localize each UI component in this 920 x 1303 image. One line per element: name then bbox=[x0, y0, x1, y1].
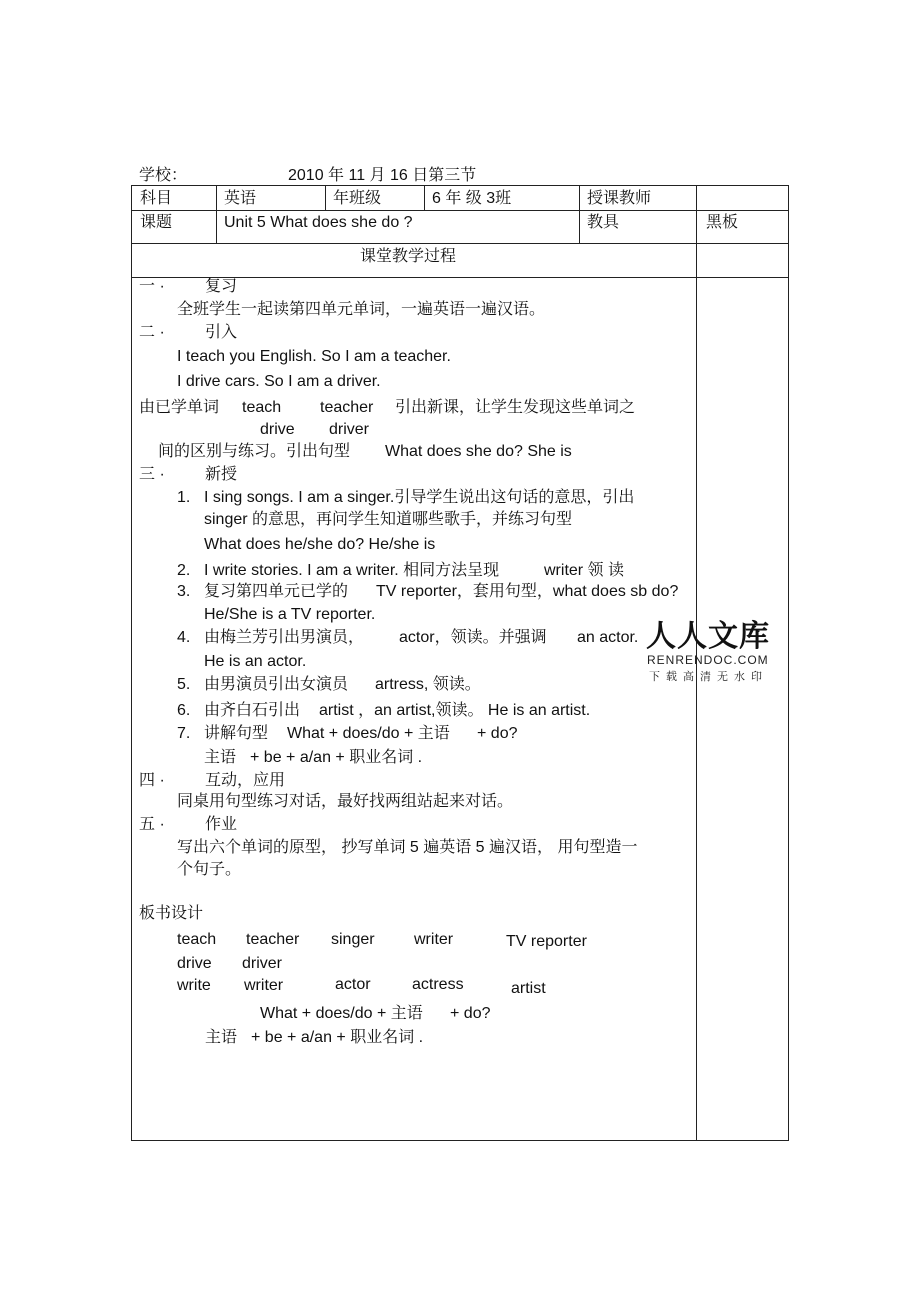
item-7-line-2b: + be + a/an + 职业名词 . bbox=[250, 749, 423, 766]
teacher-label: 授课教师 bbox=[587, 190, 652, 207]
topic-label: 课题 bbox=[140, 214, 173, 231]
board-word-actor: actor bbox=[335, 976, 371, 993]
item-7-line-1c: + do? bbox=[477, 725, 518, 742]
subject-label: 科目 bbox=[140, 190, 173, 207]
item-7-number: 7. bbox=[177, 725, 191, 742]
board-word-write: write bbox=[177, 977, 211, 994]
item-3-number: 3. bbox=[177, 583, 191, 600]
section-3-title: 新授 bbox=[205, 466, 238, 483]
section-2-line-3b: teach bbox=[242, 399, 282, 416]
section-2-line-1: I teach you English. So I am a teacher. bbox=[177, 348, 451, 365]
item-1-line-1: I sing songs. I am a singer.引导学生说出这句话的意思，引出 bbox=[204, 489, 635, 506]
item-4-line-2: He is an actor. bbox=[204, 653, 307, 670]
item-4-number: 4. bbox=[177, 629, 191, 646]
subject-value: 英语 bbox=[224, 190, 257, 207]
item-5-line-1a: 由男演员引出女演员 bbox=[204, 676, 349, 693]
topic-value: Unit 5 What does she do ? bbox=[224, 214, 413, 231]
item-1-line-2: singer 的意思，再问学生知道哪些歌手，并练习句型 bbox=[204, 511, 573, 528]
item-7-line-2a: 主语 bbox=[204, 749, 237, 766]
board-sentence-1b: + do? bbox=[450, 1005, 491, 1022]
section-2-line-3d: 引出新课，让学生发现这些单词之 bbox=[395, 399, 636, 416]
watermark-tagline: 下载高清无水印 bbox=[649, 671, 768, 683]
section-2-line-3a: 由已学单词 bbox=[139, 399, 220, 416]
tools-value: 黑板 bbox=[706, 214, 739, 231]
section-2-line-5a: 间的区别与练习。引出句型 bbox=[158, 443, 351, 460]
section-1-text: 全班学生一起读第四单元单词，一遍英语一遍汉语。 bbox=[177, 301, 546, 318]
item-3-line-2: He/She is a TV reporter. bbox=[204, 606, 376, 623]
item-6-line-1b: artist ，an artist,领读。 He is an artist. bbox=[319, 702, 591, 719]
board-sentence-2a: 主语 bbox=[205, 1029, 238, 1046]
item-3-line-1b: TV reporter，套用句型，what does sb do? bbox=[376, 583, 679, 600]
item-4-line-1a: 由梅兰芳引出男演员， bbox=[204, 629, 365, 646]
item-4-line-1c: an actor. bbox=[577, 629, 639, 646]
watermark-brand: 人人文库 bbox=[646, 619, 770, 654]
section-2-line-5b: What does she do? She is bbox=[385, 443, 572, 460]
item-7-line-1b: What + does/do + 主语 bbox=[287, 725, 450, 742]
board-word-singer: singer bbox=[331, 931, 375, 948]
section-2-line-4a: drive bbox=[260, 421, 295, 438]
board-word-actress: actress bbox=[412, 976, 464, 993]
class-label: 年班级 bbox=[333, 190, 382, 207]
item-2-line-1a: I write stories. I am a writer. 相同方法呈现 bbox=[204, 562, 500, 579]
board-word-teach: teach bbox=[177, 931, 217, 948]
item-1-line-3: What does he/she do? He/she is bbox=[204, 536, 436, 553]
section-4-text: 同桌用句型练习对话，最好找两组站起来对话。 bbox=[177, 793, 514, 810]
date-label: 2010 年 11 月 16 日第三节 bbox=[288, 167, 477, 184]
item-4-line-1b: actor，领读。并强调 bbox=[399, 629, 547, 646]
board-word-drive: drive bbox=[177, 955, 212, 972]
section-2-line-3c: teacher bbox=[320, 399, 374, 416]
item-1-number: 1. bbox=[177, 489, 191, 506]
section-3-number: 三 · bbox=[139, 466, 165, 483]
section-4-title: 互动，应用 bbox=[205, 772, 286, 789]
board-word-tv-reporter: TV reporter bbox=[506, 933, 587, 950]
item-2-number: 2. bbox=[177, 562, 191, 579]
board-design-title: 板书设计 bbox=[139, 905, 204, 922]
board-word-teacher: teacher bbox=[246, 931, 300, 948]
item-3-line-1a: 复习第四单元已学的 bbox=[204, 583, 349, 600]
board-word-writer: writer bbox=[414, 931, 454, 948]
tools-label: 教具 bbox=[587, 214, 620, 231]
board-word-writer-2: writer bbox=[244, 977, 284, 994]
board-sentence-1a: What + does/do + 主语 bbox=[260, 1005, 423, 1022]
section-2-title: 引入 bbox=[205, 324, 238, 341]
class-value: 6 年 级 3班 bbox=[432, 190, 512, 207]
school-label: 学校： bbox=[139, 167, 188, 184]
section-5-title: 作业 bbox=[205, 816, 238, 833]
section-2-line-2: I drive cars. So I am a driver. bbox=[177, 373, 381, 390]
section-5-line-2: 个句子。 bbox=[177, 861, 242, 878]
item-6-line-1a: 由齐白石引出 bbox=[204, 702, 301, 719]
item-5-number: 5. bbox=[177, 676, 191, 693]
item-5-line-1b: artress, 领读。 bbox=[375, 676, 481, 693]
board-sentence-2b: + be + a/an + 职业名词 . bbox=[251, 1029, 424, 1046]
section-1-title: 复习 bbox=[205, 278, 238, 295]
section-5-number: 五 · bbox=[139, 816, 165, 833]
item-2-line-1b: writer 领 读 bbox=[544, 562, 625, 579]
section-5-line-1: 写出六个单词的原型， 抄写单词 5 遍英语 5 遍汉语， 用句型造一 bbox=[177, 839, 638, 856]
item-7-line-1a: 讲解句型 bbox=[204, 725, 269, 742]
section-1-number: 一 · bbox=[139, 278, 165, 295]
section-4-number: 四 · bbox=[139, 772, 165, 789]
item-6-number: 6. bbox=[177, 702, 191, 719]
watermark-url: RENRENDOC.COM bbox=[647, 653, 769, 667]
section-2-number: 二 · bbox=[139, 324, 165, 341]
board-word-driver: driver bbox=[242, 955, 283, 972]
section-2-line-4b: driver bbox=[329, 421, 370, 438]
process-title: 课堂教学过程 bbox=[360, 248, 457, 265]
board-word-artist: artist bbox=[511, 980, 546, 997]
